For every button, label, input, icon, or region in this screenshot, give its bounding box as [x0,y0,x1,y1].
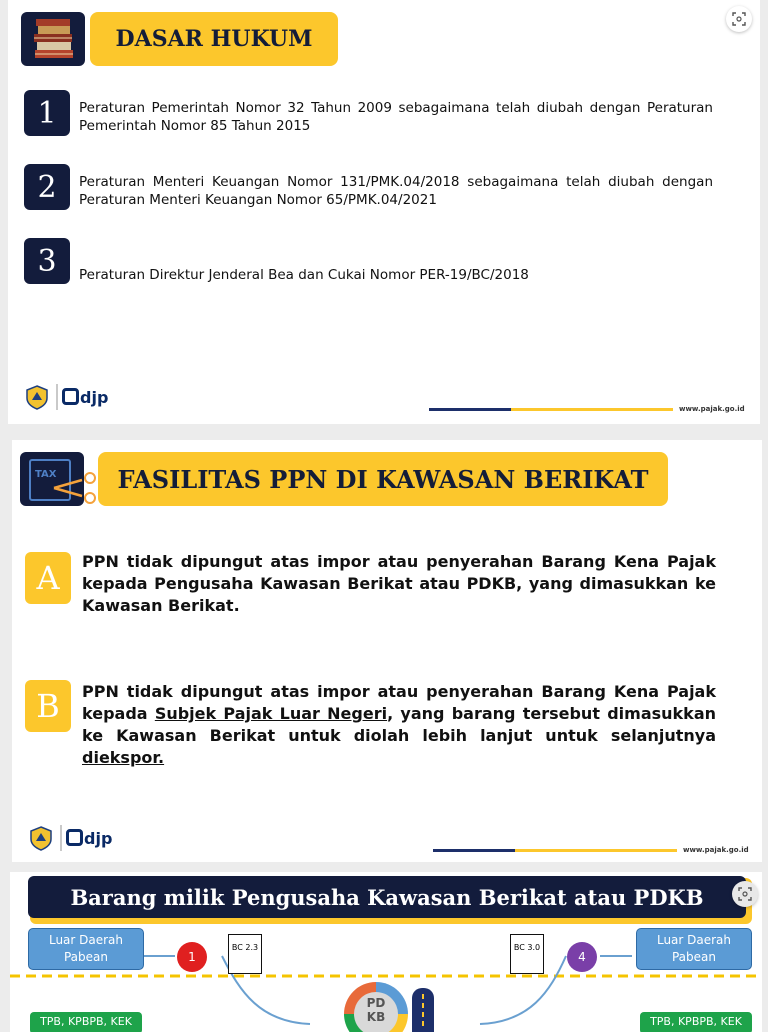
item-text-2: Peraturan Menteri Keuangan Nomor 131/PMK.04/2018 sebagaimana telah diubah dengan Peraturan Menteri Keuangan Nomor 65/PMK.04/2021 [79,174,713,208]
item-number-1: 1 [24,90,70,136]
djp-logo-text: djp [84,828,113,848]
tpb-kpbpb-kek-left: TPB, KPBPB, KEK [30,1012,142,1032]
slide-fasilitas-ppn [12,440,762,862]
djp-logo [24,384,108,410]
footer-line-navy [433,849,515,852]
footer-line-yellow [511,408,673,411]
step-1-circle: 1 [177,942,207,972]
luar-daerah-pabean-left: Luar Daerah Pabean [28,928,144,970]
tax-icon [20,452,84,506]
kemenkeu-emblem-icon [28,825,54,851]
point-a-letter: A [25,552,71,604]
page-title: Barang milik Pengusaha Kawasan Berikat atau PDKB [28,876,746,918]
page-title: DASAR HUKUM [90,12,338,66]
item-number-2: 2 [24,164,70,210]
road-icon [412,988,434,1032]
slide-barang-pdkb [10,872,762,1032]
tax-icon-label: TAX [35,469,57,480]
item-number-3: 3 [24,238,70,284]
tpb-kpbpb-kek-right: TPB, KPBPB, KEK [640,1012,752,1032]
website-url: www.pajak.go.id [683,846,749,854]
website-url: www.pajak.go.id [679,405,745,413]
point-a-text: PPN tidak dipungut atas impor atau penyerahan Barang Kena Pajak kepada Pengusaha Kawasan Berikat atau PDKB, yang dimasukkan ke Kawasan Berikat. [82,552,716,615]
djp-logo [28,825,112,851]
kemenkeu-emblem-icon [24,384,50,410]
slide-dasar-hukum [8,0,760,424]
page-title: FASILITAS PPN DI KAWASAN BERIKAT [98,452,668,506]
point-b-text-part-2: , yang barang tersebut dimasukkan ke Kawasan Berikat untuk diolah lebih lanjut untuk selanjutnya [82,704,716,745]
step-4-circle: 4 [567,942,597,972]
footer-line-yellow [515,849,677,852]
pdkb-label-2: KB [366,1010,386,1024]
djp-logo-text: djp [80,387,109,407]
point-b-text [82,681,716,769]
zoom-icon[interactable] [726,6,752,32]
point-b-underlined-1: Subjek Pajak Luar Negeri [154,704,388,723]
luar-daerah-pabean-right: Luar Daerah Pabean [636,928,752,970]
point-b-text-part-1: PPN tidak dipungut atas impor atau penyerahan Barang Kena Pajak kepada [82,682,716,723]
books-icon [21,12,85,66]
doc-bc30-icon: BC 3.0 [510,934,544,974]
doc-bc23-icon: BC 2.3 [228,934,262,974]
point-b-letter: B [25,680,71,732]
pdkb-label-1: PD [366,996,386,1010]
footer-line-navy [429,408,511,411]
point-b-underlined-2: diekspor. [82,748,165,767]
item-text-3: Peraturan Direktur Jenderal Bea dan Cukai Nomor PER-19/BC/2018 [79,267,529,283]
item-text-1: Peraturan Pemerintah Nomor 32 Tahun 2009 sebagaimana telah diubah dengan Peraturan Pemerintah Nomor 85 Tahun 2015 [79,100,713,134]
